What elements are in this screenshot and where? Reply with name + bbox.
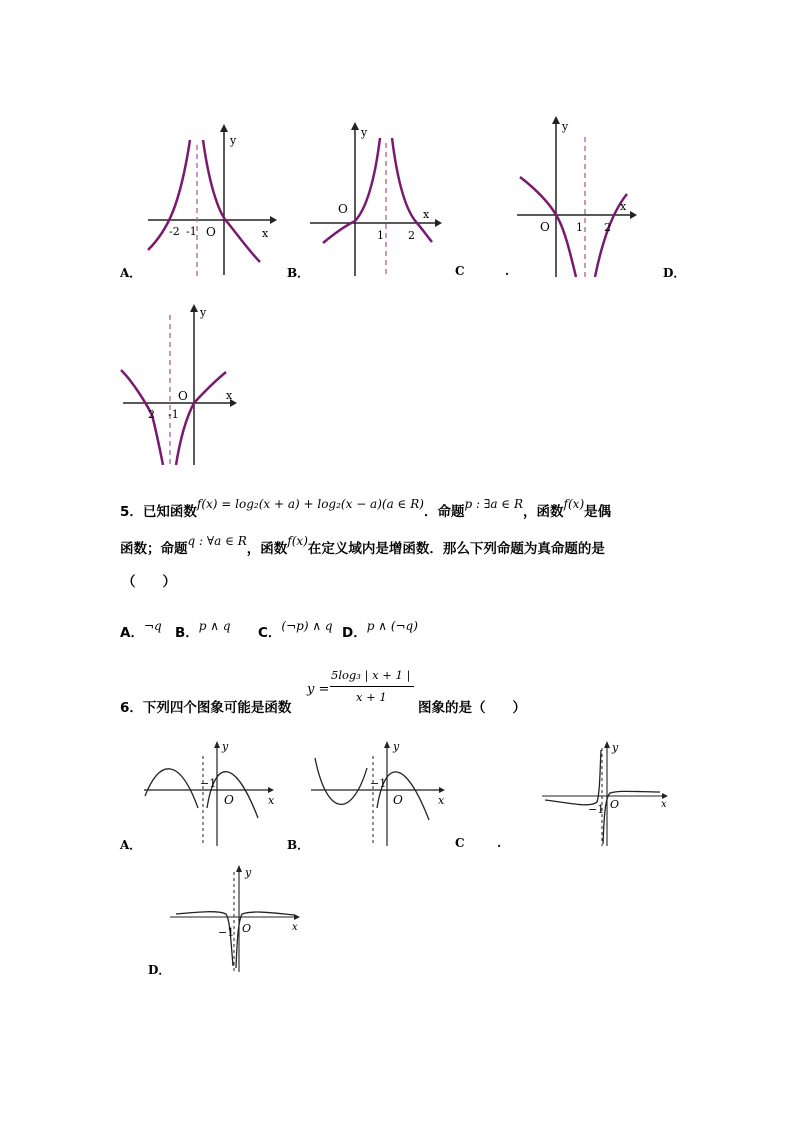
q5-option-c[interactable]	[258, 621, 333, 641]
q5-fx: f(x)	[287, 534, 308, 548]
q5-option-a[interactable]	[120, 621, 162, 641]
q6-option-c-dot: .	[497, 836, 502, 850]
q5-p-expr: p : ∃a ∈ R	[464, 497, 524, 511]
tick: 2	[148, 408, 155, 421]
y-axis-label: y	[562, 120, 569, 133]
q5-text: 在定义域内是增函数．那么下列命题为真命题的是	[307, 541, 605, 557]
q5-fx: f(x)	[563, 497, 585, 511]
q6-stem-start: 6．下列四个图象可能是函数	[120, 700, 292, 716]
q5-text: 函数；命题	[120, 541, 188, 557]
x-axis-label: x	[423, 208, 430, 221]
x-axis-label: x	[438, 794, 445, 807]
q6-stem-end: 图象的是（ ）	[418, 700, 526, 716]
x-axis-label: x	[268, 794, 275, 807]
tick: −1	[200, 777, 217, 790]
option-label: B．	[175, 625, 199, 641]
option-expr: p ∧ (¬q)	[366, 619, 418, 633]
y-axis-label: y	[222, 740, 229, 753]
tick: −1	[588, 803, 605, 816]
tick: 1	[377, 229, 384, 242]
q6-y-eq: y =	[307, 682, 330, 697]
q6-denominator: x + 1	[356, 690, 387, 704]
y-axis-label: y	[230, 134, 237, 147]
q6-option-d-label: D．	[148, 963, 171, 977]
tick: −1	[218, 926, 235, 939]
origin-label: O	[540, 220, 550, 234]
tick: 1	[576, 221, 583, 234]
y-axis-label: y	[361, 126, 368, 139]
x-axis-label: x	[620, 200, 627, 213]
q6-graph-c	[540, 738, 675, 848]
q6-graph-b	[307, 738, 452, 848]
q5-line1	[120, 497, 612, 520]
option-label: D．	[342, 625, 367, 641]
tick: -2	[169, 225, 180, 238]
y-axis-label: y	[393, 740, 400, 753]
q4-option-a-label: A．	[120, 266, 142, 280]
q5-text: ，函数	[523, 504, 564, 520]
origin-label: O	[338, 202, 348, 216]
q5-q-expr: q : ∀a ∈ R	[187, 534, 247, 548]
q4-option-b-label: B．	[287, 266, 310, 280]
tick: -1	[168, 408, 179, 421]
option-expr: (¬p) ∧ q	[281, 619, 333, 633]
y-axis-label: y	[200, 306, 207, 319]
x-axis-label: x	[292, 922, 298, 933]
q5-line2	[120, 534, 605, 557]
option-expr: p ∧ q	[198, 619, 231, 633]
x-axis-label: x	[226, 389, 233, 402]
q6-graph-a	[140, 738, 280, 848]
q4-graph-a	[140, 120, 280, 280]
q4-graph-c	[512, 112, 642, 280]
q4-option-c-dot: .	[505, 264, 510, 278]
q6-numerator: 5log₃ | x + 1 |	[331, 668, 411, 682]
q5-text: 是偶	[584, 504, 612, 520]
y-axis-label: y	[612, 741, 619, 754]
q5-function-def: f(x) = log₂(x + a) + log₂(x − a)(a ∈ R)	[196, 497, 424, 511]
q6-option-a-label: A．	[120, 838, 142, 852]
y-axis-label: y	[245, 866, 252, 879]
origin-label: O	[178, 389, 188, 403]
origin-label: O	[610, 798, 620, 811]
x-axis-label: x	[262, 227, 269, 240]
fraction-bar	[330, 686, 414, 687]
tick: 2	[604, 221, 611, 234]
tick: −1	[370, 777, 387, 790]
origin-label: O	[206, 225, 216, 239]
q4-graph-d	[118, 300, 243, 468]
tick: 2	[408, 229, 415, 242]
q5-answer-paren: （ ）	[122, 574, 176, 590]
option-label: A．	[120, 625, 144, 641]
q5-text: ，函数	[246, 541, 288, 557]
q5-text: ．命题	[423, 504, 465, 520]
q6-option-b-label: B．	[287, 838, 310, 852]
x-axis-label: x	[661, 799, 667, 810]
origin-label: O	[242, 922, 252, 935]
option-expr: ¬q	[143, 619, 162, 633]
origin-label: O	[224, 793, 234, 807]
q4-option-c-label: C	[455, 264, 465, 278]
q6-graph-d	[168, 862, 308, 974]
q5-number: 5．已知函数	[120, 504, 197, 520]
q4-graph-b	[305, 118, 445, 280]
tick: -1	[186, 225, 197, 238]
q4-option-d-label: D．	[663, 266, 686, 280]
q6-option-c-label: C	[455, 836, 465, 850]
option-label: C．	[258, 625, 282, 641]
q5-option-d[interactable]	[342, 621, 418, 641]
origin-label: O	[393, 793, 403, 807]
q5-option-b[interactable]	[175, 621, 231, 641]
